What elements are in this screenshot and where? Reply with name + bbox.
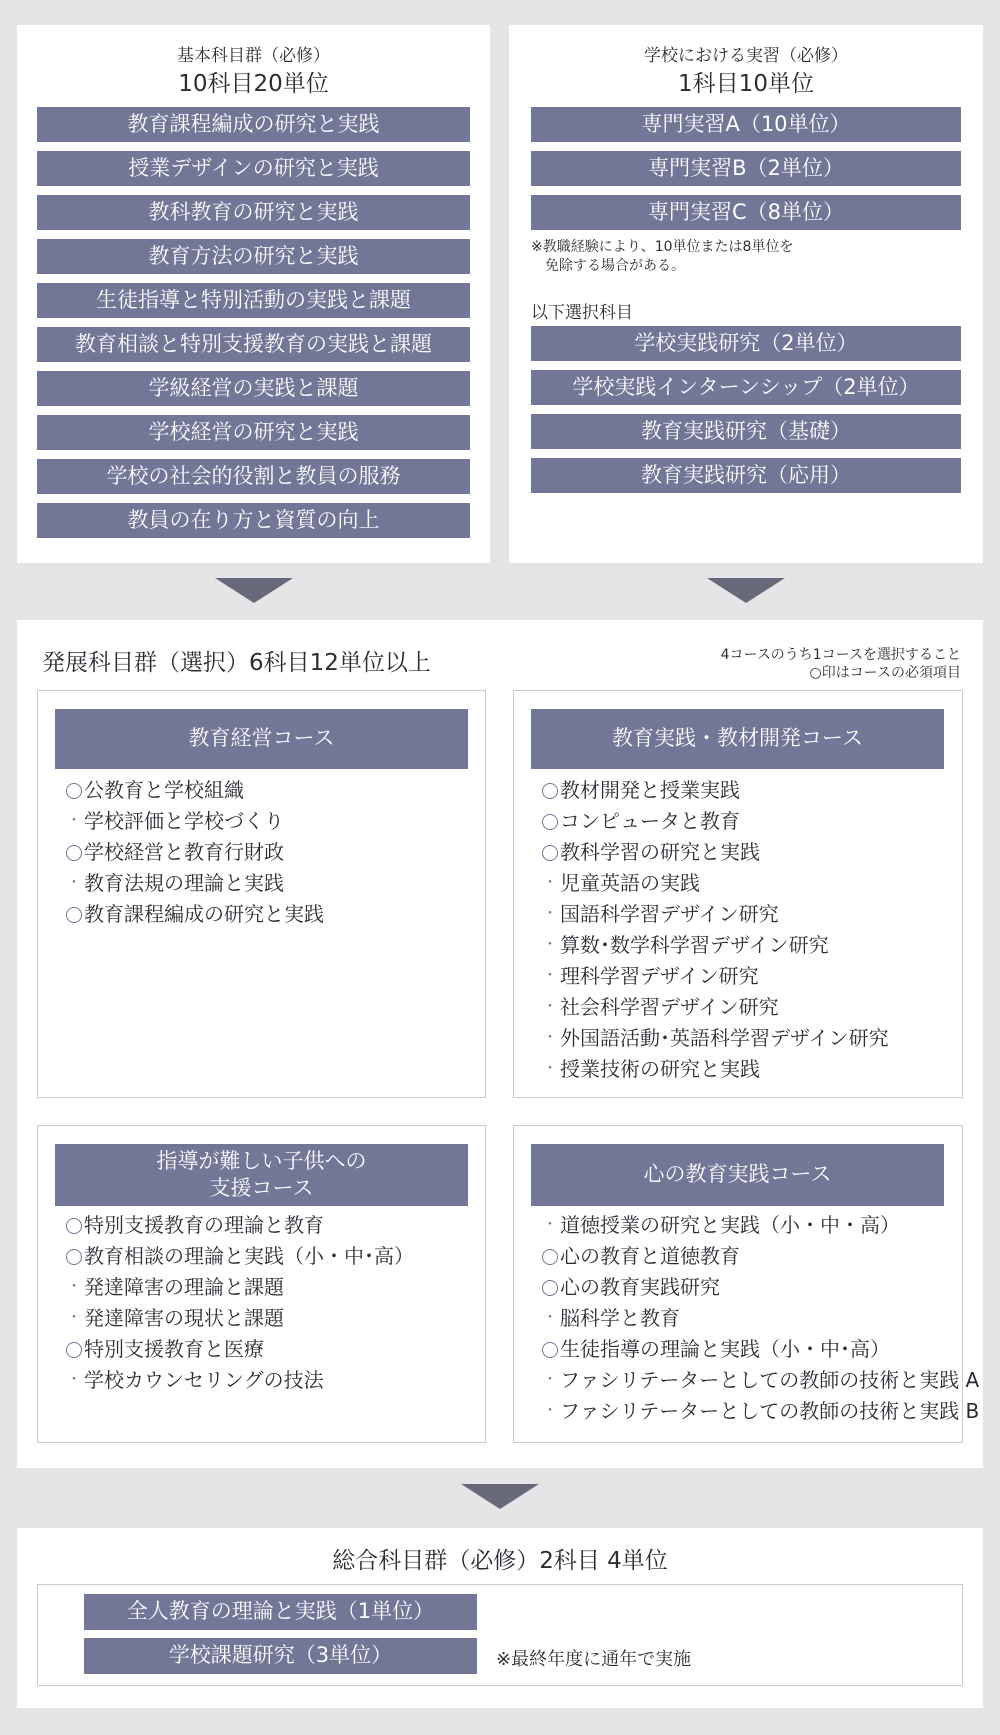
bullet-dot-icon: ･: [546, 968, 554, 984]
comprehensive-panel: [17, 1528, 983, 1708]
course-item-list: [540, 1210, 979, 1427]
down-arrow-center: [461, 1484, 539, 1509]
course-title: [55, 1144, 468, 1206]
course-item: [64, 899, 324, 930]
basic-subject-item: 学級経営の実践と課題: [37, 371, 470, 406]
practicum-note-line1: ※教職経験により、10単位または8単位を: [531, 239, 794, 255]
advanced-subjects-title: 発展科目群（選択）6科目12単位以上: [42, 650, 431, 676]
course-item: [64, 837, 324, 868]
comprehensive-item: 学校課題研究（3単位）: [84, 1638, 477, 1674]
bullet-dot-icon: ･: [70, 875, 78, 891]
course-item-text: 発達障害の現状と課題: [84, 1306, 284, 1330]
down-arrow-left: [215, 578, 293, 603]
course-item: [540, 1396, 979, 1427]
advanced-note-line1: 4コースのうち1コースを選択すること: [720, 647, 961, 663]
required-circle-icon: [542, 1280, 558, 1296]
course-item-list: [64, 775, 324, 930]
course-item: [540, 868, 889, 899]
course-title-line2: 支援コース: [209, 1176, 314, 1200]
required-circle-icon: [542, 783, 558, 799]
course-item-text: 発達障害の理論と課題: [84, 1275, 284, 1299]
basic-subject-item: 学校の社会的役割と教員の服務: [37, 459, 470, 494]
course-item: [540, 961, 889, 992]
required-circle-icon: [66, 1218, 82, 1234]
elective-item: 学校実践インターンシップ（2単位）: [531, 370, 961, 405]
course-item: [64, 1272, 414, 1303]
course-item: [64, 775, 324, 806]
required-circle-icon: [542, 1342, 558, 1358]
course-item-text: 特別支援教育の理論と教育: [84, 1213, 324, 1237]
course-title: 教育経営コース: [55, 709, 468, 769]
practicum-credits: 1科目10単位: [678, 71, 814, 97]
bullet-dot-icon: ･: [70, 1279, 78, 1295]
course-item-text: 教材開発と授業実践: [560, 778, 740, 802]
basic-subject-item: 教育相談と特別支援教育の実践と課題: [37, 327, 470, 362]
course-item: [540, 1023, 889, 1054]
bullet-dot-icon: ･: [546, 999, 554, 1015]
basic-subjects-panel: [17, 25, 490, 563]
course-item: [540, 775, 889, 806]
comprehensive-title: 総合科目群（必修）2科目 4単位: [332, 1548, 668, 1574]
basic-subject-item: 教育課程編成の研究と実践: [37, 107, 470, 142]
course-item-list: [64, 1210, 414, 1396]
bullet-dot-icon: ･: [546, 1403, 554, 1419]
bullet-dot-icon: ･: [546, 1030, 554, 1046]
course-item: [540, 1241, 979, 1272]
basic-subject-item: 教員の在り方と資質の向上: [37, 503, 470, 538]
basic-subject-item: 学校経営の研究と実践: [37, 415, 470, 450]
elective-label: 以下選択科目: [531, 303, 633, 323]
course-item: [540, 1054, 889, 1085]
required-circle-icon: [542, 1249, 558, 1265]
required-circle-icon: [66, 907, 82, 923]
course-education-management: [37, 690, 486, 1098]
course-item: [64, 1365, 414, 1396]
course-item-text: 社会科学習デザイン研究: [560, 995, 779, 1019]
bullet-dot-icon: ･: [70, 1372, 78, 1388]
practicum-note-line2: 免除する場合がある。: [545, 257, 685, 274]
bullet-dot-icon: ･: [546, 937, 554, 953]
course-item: [540, 806, 889, 837]
advanced-subjects-note: [721, 646, 961, 682]
required-circle-icon: [66, 1249, 82, 1265]
course-item-text: 公教育と学校組織: [84, 778, 244, 802]
course-item-text: 脳科学と教育: [560, 1306, 680, 1330]
practicum-item: 専門実習C（8単位）: [531, 195, 961, 230]
basic-subject-item: 教育方法の研究と実践: [37, 239, 470, 274]
bullet-dot-icon: ･: [70, 813, 78, 829]
course-item-text: 教科学習の研究と実践: [560, 840, 760, 864]
comprehensive-box: [37, 1584, 963, 1686]
course-item-text: 児童英語の実践: [560, 871, 700, 895]
course-item-text: 教育課程編成の研究と実践: [84, 902, 324, 926]
required-circle-icon: [66, 1342, 82, 1358]
elective-item: 学校実践研究（2単位）: [531, 326, 961, 361]
practicum-panel: [509, 25, 983, 563]
course-item-text: 教育法規の理論と実践: [84, 871, 284, 895]
practicum-note: [531, 238, 793, 276]
basic-subjects-credits: 10科目20単位: [178, 71, 329, 97]
course-item-text: 心の教育と道徳教育: [560, 1244, 740, 1268]
course-title: 教育実践・教材開発コース: [531, 709, 944, 769]
elective-item: 教育実践研究（応用）: [531, 458, 961, 493]
course-item: [540, 899, 889, 930]
course-item-text: 学校経営と教育行財政: [84, 840, 284, 864]
bullet-dot-icon: ･: [546, 1217, 554, 1233]
course-item-text: 国語科学習デザイン研究: [560, 902, 779, 926]
course-support-difficult-children: [37, 1125, 486, 1443]
practicum-item: 専門実習B（2単位）: [531, 151, 961, 186]
course-practice-materials: [513, 690, 963, 1098]
course-item-text: 道徳授業の研究と実践（小・中・高）: [560, 1213, 900, 1237]
basic-subject-item: 授業デザインの研究と実践: [37, 151, 470, 186]
course-item-text: ファシリテーターとしての教師の技術と実践 B: [560, 1399, 980, 1423]
basic-subject-item: 生徒指導と特別活動の実践と課題: [37, 283, 470, 318]
course-item: [64, 1334, 414, 1365]
bullet-dot-icon: ･: [546, 875, 554, 891]
course-item-text: 学校カウンセリングの技法: [84, 1368, 324, 1392]
course-item: [540, 1272, 979, 1303]
course-item: [540, 992, 889, 1023]
bullet-dot-icon: ･: [546, 1310, 554, 1326]
bullet-dot-icon: ･: [70, 1310, 78, 1326]
course-title: 心の教育実践コース: [531, 1144, 944, 1206]
course-item-text: 理科学習デザイン研究: [560, 964, 759, 988]
course-item-text: 算数･数学科学習デザイン研究: [560, 933, 829, 957]
basic-subject-item: 教科教育の研究と実践: [37, 195, 470, 230]
course-item: [540, 1210, 979, 1241]
practicum-item: 専門実習A（10単位）: [531, 107, 961, 142]
course-item: [64, 806, 324, 837]
course-item-text: 特別支援教育と医療: [84, 1337, 264, 1361]
course-item-text: ファシリテーターとしての教師の技術と実践 A: [560, 1368, 980, 1392]
course-item: [540, 1365, 979, 1396]
required-circle-icon: [66, 845, 82, 861]
basic-subjects-label: 基本科目群（必修）: [177, 46, 330, 66]
bullet-dot-icon: ･: [546, 906, 554, 922]
down-arrow-right: [707, 578, 785, 603]
elective-item: 教育実践研究（基礎）: [531, 414, 961, 449]
advanced-subjects-panel: [17, 620, 983, 1468]
course-title-line1: 指導が難しい子供への: [156, 1148, 367, 1173]
course-item: [64, 868, 324, 899]
course-item-text: 外国語活動･英語科学習デザイン研究: [560, 1026, 889, 1050]
advanced-note-line2: ○印はコースの必須項目: [809, 665, 961, 682]
course-item: [540, 1334, 979, 1365]
course-item-text: 教育相談の理論と実践（小・中･高）: [84, 1244, 414, 1268]
course-item: [64, 1210, 414, 1241]
course-item-text: 学校評価と学校づくり: [84, 809, 284, 833]
course-item: [64, 1241, 414, 1272]
required-circle-icon: [542, 814, 558, 830]
course-item-list: [540, 775, 889, 1085]
bullet-dot-icon: ･: [546, 1061, 554, 1077]
course-item-text: 授業技術の研究と実践: [560, 1057, 760, 1081]
bullet-dot-icon: ･: [546, 1372, 554, 1388]
course-item: [540, 930, 889, 961]
required-circle-icon: [542, 845, 558, 861]
comprehensive-note: ※最終年度に通年で実施: [496, 1649, 692, 1670]
course-item: [540, 1303, 979, 1334]
course-item-text: 心の教育実践研究: [560, 1275, 720, 1299]
practicum-label: 学校における実習（必修）: [644, 46, 848, 66]
course-item-text: 生徒指導の理論と実践（小・中･高）: [560, 1337, 890, 1361]
course-item: [64, 1303, 414, 1334]
course-item: [540, 837, 889, 868]
required-circle-icon: [66, 783, 82, 799]
course-item-text: コンピュータと教育: [560, 809, 740, 833]
comprehensive-item: 全人教育の理論と実践（1単位）: [84, 1594, 477, 1630]
course-moral-education: [513, 1125, 980, 1443]
